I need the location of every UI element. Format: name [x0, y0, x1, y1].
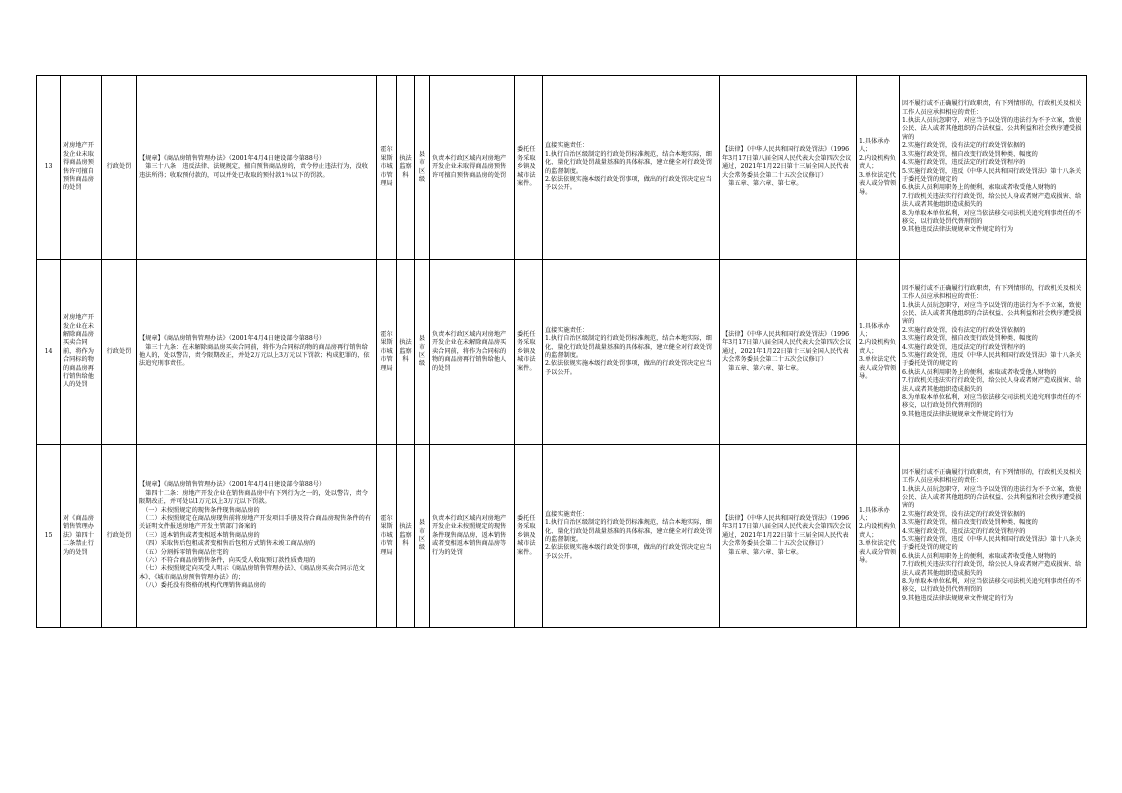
liability-circumstances: 因不履行或不正确履行行政职责，有下列情形的，行政机关及相关工作人员应承担相应的责任： 1.执法人员玩忽职守，对应当予以处罚的违法行为不予立案，致使公民、法人或者其他组织的合法权益、公共利益和社会秩序遭受损害的 2.实施行政处罚，没有法定的行政处罚依据的 3.实施行政处罚，擅自改变行政处罚种类、幅度的 4.实施行政处罚，违反法定的行政处罚程序的 5.实施行政处罚，违反《中华人民共和国行政处罚法》第十八条关于委托处罚的规定的 6.执法人员利用职务上的便利，索取或者收受他人财物的 7.行政机关违法实行行政处罚，给公民人身或者财产造成损害、给法人或者其他组织造成损失的 8.为单取本单位私利，对应当依法移交司法机关追究刑事责任的不移交，以行政处罚代替刑罚的 9.其他违反法律法规规章文件规定的行为 — [900, 76, 1087, 260]
liability-circumstances: 因不履行或不正确履行行政职责，有下列情形的，行政机关及相关工作人员应承担相应的责任： 1.执法人员玩忽职守，对应当予以处罚的违法行为不予立案，致使公民、法人或者其他组织的合法权益、公共利益和社会秩序遭受损害的 2.实施行政处罚，没有法定的行政处罚依据的 3.实施行政处罚，擅自改变行政处罚种类、幅度的 4.实施行政处罚，违反法定的行政处罚程序的 5.实施行政处罚，违反《中华人民共和国行政处罚法》第十八条关于委托处罚的规定的 6.执法人员利用职务上的便利，索取或者收受他人财物的 7.行政机关违法实行行政处罚，给公民人身或者财产造成损害、给法人或者其他组织造成损失的 8.为单取本单位私利，对应当依法移交司法机关追究刑事责任的不移交，以行政处罚代替刑罚的 9.其他违反法律法规规章文件规定的行为 — [900, 260, 1087, 445]
responsible-office: 执法监察科 — [397, 76, 415, 260]
row-number: 14 — [37, 260, 61, 445]
item-name: 对《商品房销售管理办法》第四十二条禁止行为的处罚 — [61, 445, 102, 628]
responsible-office: 执法监察科 — [397, 445, 415, 628]
responsibility-scope: 负责本行政区域内对房地产开发企业在未解除商品房买卖合同前，将作为合同标的物的商品房再行销售给他人的处罚 — [430, 260, 515, 445]
item-name: 对房地产开发企业在未解除商品房买卖合同前，将作为合同标的物的商品房再行销售给他人的处罚 — [61, 260, 102, 445]
table-row — [37, 76, 1087, 260]
accountable-subjects: 1.具体承办人； 2.内设机构负责人； 3.单位法定代表人或分管领导。 — [857, 260, 900, 445]
accountable-subjects: 1.具体承办人； 2.内设机构负责人； 3.单位法定代表人或分管领导。 — [857, 76, 900, 260]
item-type: 行政处罚 — [102, 260, 137, 445]
implementing-department: 霍尔果斯市城市管理局 — [377, 260, 397, 445]
liability-circumstances: 因不履行或不正确履行行政职责，有下列情形的，行政机关及相关工作人员应承担相应的责任： 1.执法人员玩忽职守，对应当予以处罚的违法行为不予立案，致使公民、法人或者其他组织的合法权益、公共利益和社会秩序遭受损害的 2.实施行政处罚，没有法定的行政处罚依据的 3.实施行政处罚，擅自改变行政处罚种类、幅度的 4.实施行政处罚，违反法定的行政处罚程序的 5.实施行政处罚，违反《中华人民共和国行政处罚法》第十八条关于委托处罚的规定的 6.执法人员利用职务上的便利，索取或者收受他人财物的 7.行政机关违法实行行政处罚，给公民人身或者财产造成损害、给法人或者其他组织造成损失的 8.为单取本单位私利，对应当依法移交司法机关追究刑事责任的不移交，以行政处罚代替刑罚的 9.其他违反法律法规规章文件规定的行为 — [900, 445, 1087, 628]
responsible-office: 执法监察科 — [397, 260, 415, 445]
administrative-level: 县市区级 — [415, 76, 430, 260]
responsibility-scope: 负责本行政区域内对房地产开发企业未按照规定的现售条件现售商品房，返本销售或者变相返本销售商品房等行为的处罚 — [430, 445, 515, 628]
administrative-level: 县市区级 — [415, 260, 430, 445]
implementation-mode: 委托任务采取乡镇及城市法案件。 — [515, 76, 543, 260]
row-number: 15 — [37, 445, 61, 628]
implementation-mode: 委托任务采取乡镇及城市法案件。 — [515, 445, 543, 628]
accountability-law: 【法律】《中华人民共和国行政处罚法》（1996年3月17日第八届全国人民代表大会第四次会议通过，2021年1月22日第十三届全国人民代表大会常务委员会第二十五次会议修订） 第五章、第六章、第七章。 — [720, 445, 857, 628]
implementing-department: 霍尔果斯市城市管理局 — [377, 445, 397, 628]
accountability-law: 【法律】《中华人民共和国行政处罚法》（1996年3月17日第八届全国人民代表大会第四次会议通过，2021年1月22日第十三届全国人民代表大会常务委员会第二十五次会议修订） 第五章、第六章、第七章。 — [720, 260, 857, 445]
legal-basis: 【规章】《商品房销售管理办法》（2001年4月4日建设部令第88号） 第三十九条：在未解除商品房买卖合同前，将作为合同标的物的商品房再行销售给他人的，处以警告，责令限期改正，并处2万元以上3万元以下罚款；构成犯罪的，依法追究刑事责任。 — [137, 260, 377, 445]
item-name: 对房地产开发企业未取得商品房预售许可擅自预售商品房的处罚 — [61, 76, 102, 260]
item-type: 行政处罚 — [102, 76, 137, 260]
administrative-level: 县市区级 — [415, 445, 430, 628]
accountability-law: 【法律】《中华人民共和国行政处罚法》（1996年3月17日第八届全国人民代表大会第四次会议通过，2021年1月22日第十三届全国人民代表大会常务委员会第二十五次会议修订） 第五章、第六章、第七章。 — [720, 76, 857, 260]
duty-description: 直接实施责任： 1.执行自治区级制定的行政处罚标准规范，结合本地实际，细化、量化行政处罚裁量基准的具体标准，建立健全对行政处罚的监督制度。 2.依法依规实施本级行政处罚事项，做出的行政处罚决定应当予以公开。 — [543, 76, 720, 260]
row-number: 13 — [37, 76, 61, 260]
table-row — [37, 260, 1087, 445]
accountable-subjects: 1.具体承办人； 2.内设机构负责人； 3.单位法定代表人或分管领导。 — [857, 445, 900, 628]
implementing-department: 霍尔果斯市城市管理局 — [377, 76, 397, 260]
legal-basis: 【规章】《商品房销售管理办法》（2001年4月4日建设部令第88号） 第四十二条：房地产开发企业在销售商品房中有下列行为之一的，处以警告，责令限期改正，并可处以1万元以上3万元以下罚款。 （一）未按照规定的现售条件现售商品房的 （二）未按照规定在商品房现售前将房地产开发项目手册及符合商品房现售条件的有关证明文件报送房地产开发主管部门备案的 （三）返本销售或者变相返本销售商品房的 （四）采取售后包租或者变相售后包租方式销售未竣工商品房的 （五）分割拆零销售商品住宅的 （六）不符合商品房销售条件，向买受人收取预订款性质费用的 （七）未按照规定向买受人明示《商品房销售管理办法》、《商品房买卖合同示范文本》、《城市商品房预售管理办法》的； （八）委托没有资格的机构代理销售商品房的 — [137, 445, 377, 628]
item-type: 行政处罚 — [102, 445, 137, 628]
table-row — [37, 445, 1087, 628]
duty-description: 直接实施责任： 1.执行自治区级制定的行政处罚标准规范，结合本地实际，细化、量化行政处罚裁量基准的具体标准，建立健全对行政处罚的监督制度。 2.依法依规实施本级行政处罚事项，做出的行政处罚决定应当予以公开。 — [543, 445, 720, 628]
implementation-mode: 委托任务采取乡镇及城市法案件。 — [515, 260, 543, 445]
power-list-table — [36, 75, 1087, 628]
responsibility-scope: 负责本行政区域内对房地产开发企业未取得商品房预售许可擅自预售商品房的处罚 — [430, 76, 515, 260]
duty-description: 直接实施责任： 1.执行自治区级制定的行政处罚标准规范，结合本地实际，细化、量化行政处罚裁量基准的具体标准，建立健全对行政处罚的监督制度。 2.依法依规实施本级行政处罚事项，做出的行政处罚决定应当予以公开。 — [543, 260, 720, 445]
legal-basis: 【规章】《商品房销售管理办法》（2001年4月4日建设部令第88号） 第三十八条 违反法律、法规规定，擅自预售商品房的，责令停止违法行为，没收违法所得；收取预付款的，可以并处已收取的预付款1％以下的罚款。 — [137, 76, 377, 260]
